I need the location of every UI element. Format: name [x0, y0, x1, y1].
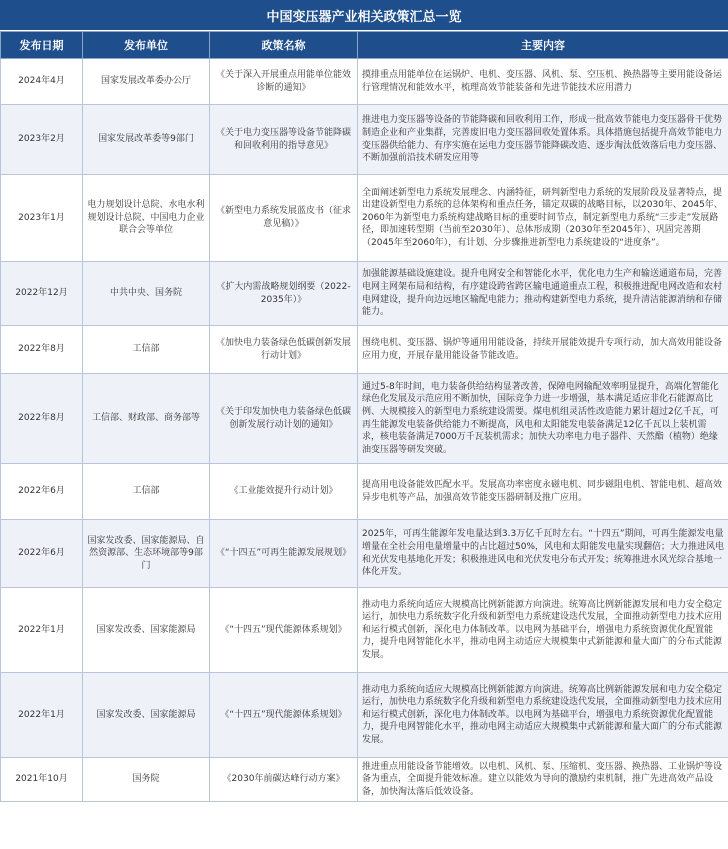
cell-content: 推进重点用能设备节能增效。以电机、风机、泵、压缩机、变压器、换热器、工业锅炉等设备为重点，全面提升能效标准。建立以能效为导向的激励约束机制，推广先进高效产品设备，加快淘汰落后低效设备。 — [358, 758, 728, 802]
cell-issuer: 国家发改委、国家能源局、自然资源部、生态环境部等9部门 — [83, 520, 210, 588]
cell-policy: 《“十四五”现代能源体系规划》 — [210, 588, 358, 673]
table-row — [1, 59, 728, 105]
cell-date: 2022年12月 — [1, 262, 83, 326]
cell-policy: 《2030年前碳达峰行动方案》 — [210, 758, 358, 802]
cell-issuer: 中共中央、国务院 — [83, 262, 210, 326]
table-row — [1, 262, 728, 326]
cell-date: 2021年10月 — [1, 758, 83, 802]
cell-date: 2024年4月 — [1, 59, 83, 105]
cell-date: 2023年1月 — [1, 175, 83, 262]
cell-policy: 《扩大内需战略规划纲要（2022-2035年）》 — [210, 262, 358, 326]
cell-policy: 《关于深入开展重点用能单位能效诊断的通知》 — [210, 59, 358, 105]
cell-date: 2022年8月 — [1, 326, 83, 374]
cell-issuer: 国家发展改革委等9部门 — [83, 105, 210, 175]
cell-content: 通过5-8年时间，电力装备供给结构显著改善，保障电网输配效率明显提升，高端化智能化绿色化发展及示范应用不断加快，国际竞争力进一步增强，基本满足适应非化石能源高比例、大规模接入的新型电力系统建设需要。煤电机组灵活性改造能力累计超过2亿千瓦，可再生能源发电装备供给能力不断提高，风电和太阳能发电装备满足12亿千瓦以上装机需求，核电装备满足7000万千瓦装机需求；加快大功率电力电子器件、天然酯（植物）绝缘油变压器等研发突破。 — [358, 374, 728, 464]
header-date: 发布日期 — [1, 32, 83, 59]
cell-content: 推动电力系统向适应大规模高比例新能源方向演进。统筹高比例新能源发展和电力安全稳定运行，加快电力系统数字化升级和新型电力系统建设迭代发展，全面推动新型电力技术应用和运行模式创新，深化电力体制改革。以电网为基础平台，增强电力系统资源优化配置能力，提升电网智能化水平，推动电网主动适应大规模集中式新能源和量大面广的分布式能源发展。 — [358, 673, 728, 758]
page-title: 中国变压器产业相关政策汇总一览 — [0, 0, 728, 31]
cell-policy: 《加快电力装备绿色低碳创新发展行动计划》 — [210, 326, 358, 374]
cell-policy: 《工业能效提升行动计划》 — [210, 464, 358, 520]
table-row — [1, 374, 728, 464]
cell-date: 2022年1月 — [1, 588, 83, 673]
cell-policy: 《关于电力变压器等设备节能降碳和回收利用的指导意见》 — [210, 105, 358, 175]
table-row — [1, 588, 728, 673]
cell-content: 推动电力系统向适应大规模高比例新能源方向演进。统筹高比例新能源发展和电力安全稳定运行，加快电力系统数字化升级和新型电力系统建设迭代发展，全面推动新型电力技术应用和运行模式创新，深化电力体制改革。以电网为基础平台，增强电力系统资源优化配置能力，提升电网智能化水平，推动电网主动适应大规模集中式新能源和量大面广的分布式能源发展。 — [358, 588, 728, 673]
table-row — [1, 326, 728, 374]
cell-issuer: 国务院 — [83, 758, 210, 802]
table-row — [1, 758, 728, 802]
table-row — [1, 175, 728, 262]
cell-content: 摸排重点用能单位在运锅炉、电机、变压器、风机、泵、空压机、换热器等主要用能设备运行管理情况和能效水平，梳理高效节能装备和先进节能技术应用潜力 — [358, 59, 728, 105]
cell-date: 2022年6月 — [1, 520, 83, 588]
cell-policy: 《关于印发加快电力装备绿色低碳创新发展行动计划的通知》 — [210, 374, 358, 464]
cell-issuer: 国家发展改革委办公厅 — [83, 59, 210, 105]
cell-issuer: 电力规划设计总院、水电水利规划设计总院、中国电力企业联合会等单位 — [83, 175, 210, 262]
cell-content: 推进电力变压器等设备的节能降碳和回收利用工作，形成一批高效节能电力变压器骨干优势制造企业和产业集群，完善废旧电力变压器回收处置体系。具体措施包括提升高效节能电力变压器供给能力、有序实施在运电力变压器节能降碳改造、逐步淘汰低效落后电力变压器、不断加强前沿技术研发应用等 — [358, 105, 728, 175]
table-row — [1, 673, 728, 758]
header-content: 主要内容 — [358, 32, 728, 59]
cell-date: 2022年8月 — [1, 374, 83, 464]
cell-policy: 《新型电力系统发展蓝皮书（征求意见稿）》 — [210, 175, 358, 262]
table-header-row — [1, 32, 728, 59]
cell-content: 提高用电设备能效匹配水平。发展高功率密度永磁电机、同步磁阻电机、智能电机、超高效异步电机等产品，加强高效节能变压器研制及推广应用。 — [358, 464, 728, 520]
cell-policy: 《“十四五”可再生能源发展规划》 — [210, 520, 358, 588]
header-policy: 政策名称 — [210, 32, 358, 59]
table-row — [1, 464, 728, 520]
cell-issuer: 工信部 — [83, 464, 210, 520]
cell-issuer: 工信部 — [83, 326, 210, 374]
cell-issuer: 国家发改委、国家能源局 — [83, 588, 210, 673]
cell-date: 2022年1月 — [1, 673, 83, 758]
cell-policy: 《“十四五”现代能源体系规划》 — [210, 673, 358, 758]
cell-content: 全面阐述新型电力系统发展理念、内涵特征，研判新型电力系统的发展阶段及显著特点，提出建设新型电力系统的总体架构和重点任务，锚定双碳的战略目标，以2030年、2045年、2060年为新型电力系统构建战略目标的重要时间节点，制定新型电力系统“三步走”发展路径，即加速转型期（当前至2030年）、总体形成期（2030年至2045年）、巩固完善期（2045年至2060年），有计划、分步骤推进新型电力系统建设的“进度条”。 — [358, 175, 728, 262]
cell-date: 2023年2月 — [1, 105, 83, 175]
cell-issuer: 国家发改委、国家能源局 — [83, 673, 210, 758]
cell-issuer: 工信部、财政部、商务部等 — [83, 374, 210, 464]
cell-content: 2025年，可再生能源年发电量达到3.3万亿千瓦时左右。“十四五”期间，可再生能源发电量增量在全社会用电量增量中的占比超过50%，风电和太阳能发电量实现翻倍；大力推进风电和光伏发电基地化开发；积极推进风电和光伏发电分布式开发；统筹推进水风光综合基地一体化开发。 — [358, 520, 728, 588]
header-issuer: 发布单位 — [83, 32, 210, 59]
policy-table — [0, 31, 728, 802]
table-row — [1, 520, 728, 588]
cell-date: 2022年6月 — [1, 464, 83, 520]
table-row — [1, 105, 728, 175]
cell-content: 围绕电机、变压器、锅炉等通用用能设备，持续开展能效提升专项行动，加大高效用能设备应用力度，开展存量用能设备节能改造。 — [358, 326, 728, 374]
cell-content: 加强能源基础设施建设。提升电网安全和智能化水平，优化电力生产和输送通道布局，完善电网主网架布局和结构，有序建设跨省跨区输电通道重点工程，积极推进配电网改造和农村电网建设，提升向边远地区输配电能力；推动构建新型电力系统，提升清洁能源消纳和存储能力。 — [358, 262, 728, 326]
